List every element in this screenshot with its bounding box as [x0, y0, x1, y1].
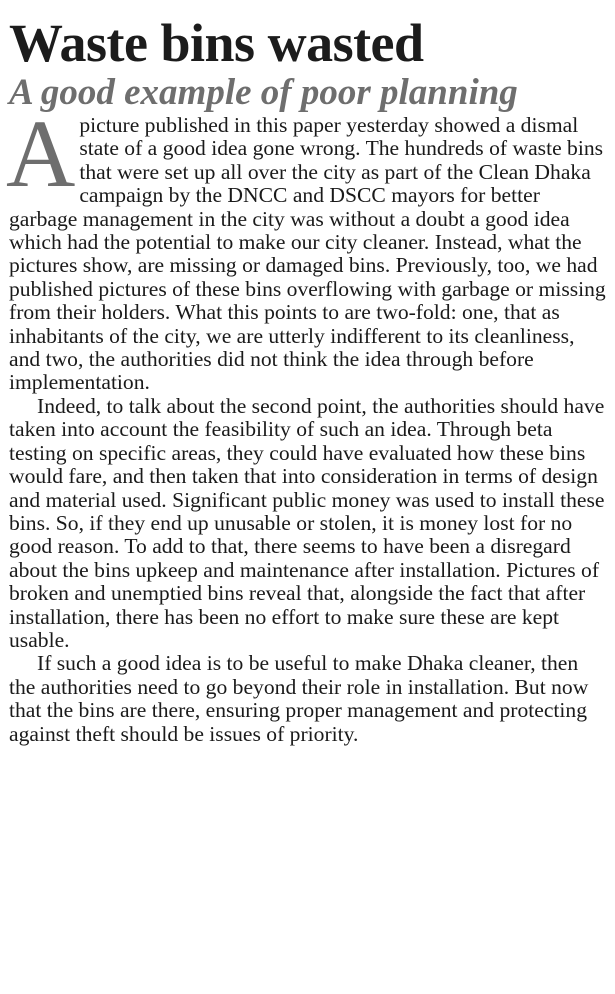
drop-cap: A: [6, 100, 76, 207]
article-body: [6, 100, 609, 746]
paragraph-3: If such a good idea is to be useful to make Dhaka cleaner, then the authorities need to go beyond their role in installation. But now that the bins are there, ensuring proper management and protecting against theft should be issues of priority.: [9, 651, 589, 746]
subheadline: A good example of poor planning: [9, 72, 518, 113]
paragraph-1: picture published in this paper yesterday showed a dismal state of a good idea gone wrong. The hundreds of waste bins that were set up all over the city as part of the Clean Dhaka campaign by the DNCC and DSCC mayors for better garbage management in the city was without a doubt a good idea which had the potential to make our city cleaner. Instead, what the pictures show, are missing or damaged bins. Previously, too, we had published pictures of these bins overflowing with garbage or missing from their holders. What this points to are two-fold: one, that as inhabitants of the city, we are utterly indifferent to its cleanliness, and two, the authorities did not think the idea through before implementation.: [9, 113, 606, 395]
headline: Waste bins wasted: [9, 13, 424, 73]
paragraph-2: Indeed, to talk about the second point, the authorities should have taken into account the feasibility of such an idea. Through beta testing on specific areas, they could have evaluated how these bins would fare, and then taken that into consideration in terms of design and material used. Significant public money was used to install these bins. So, if they end up unusable or stolen, it is money lost for no good reason. To add to that, there seems to have been a disregard about the bins upkeep and maintenance after installation. Pictures of broken and unemptied bins reveal that, alongside the fact that after installation, there has been no effort to make sure these are kept usable.: [9, 393, 605, 652]
editorial-article: [6, 0, 609, 746]
